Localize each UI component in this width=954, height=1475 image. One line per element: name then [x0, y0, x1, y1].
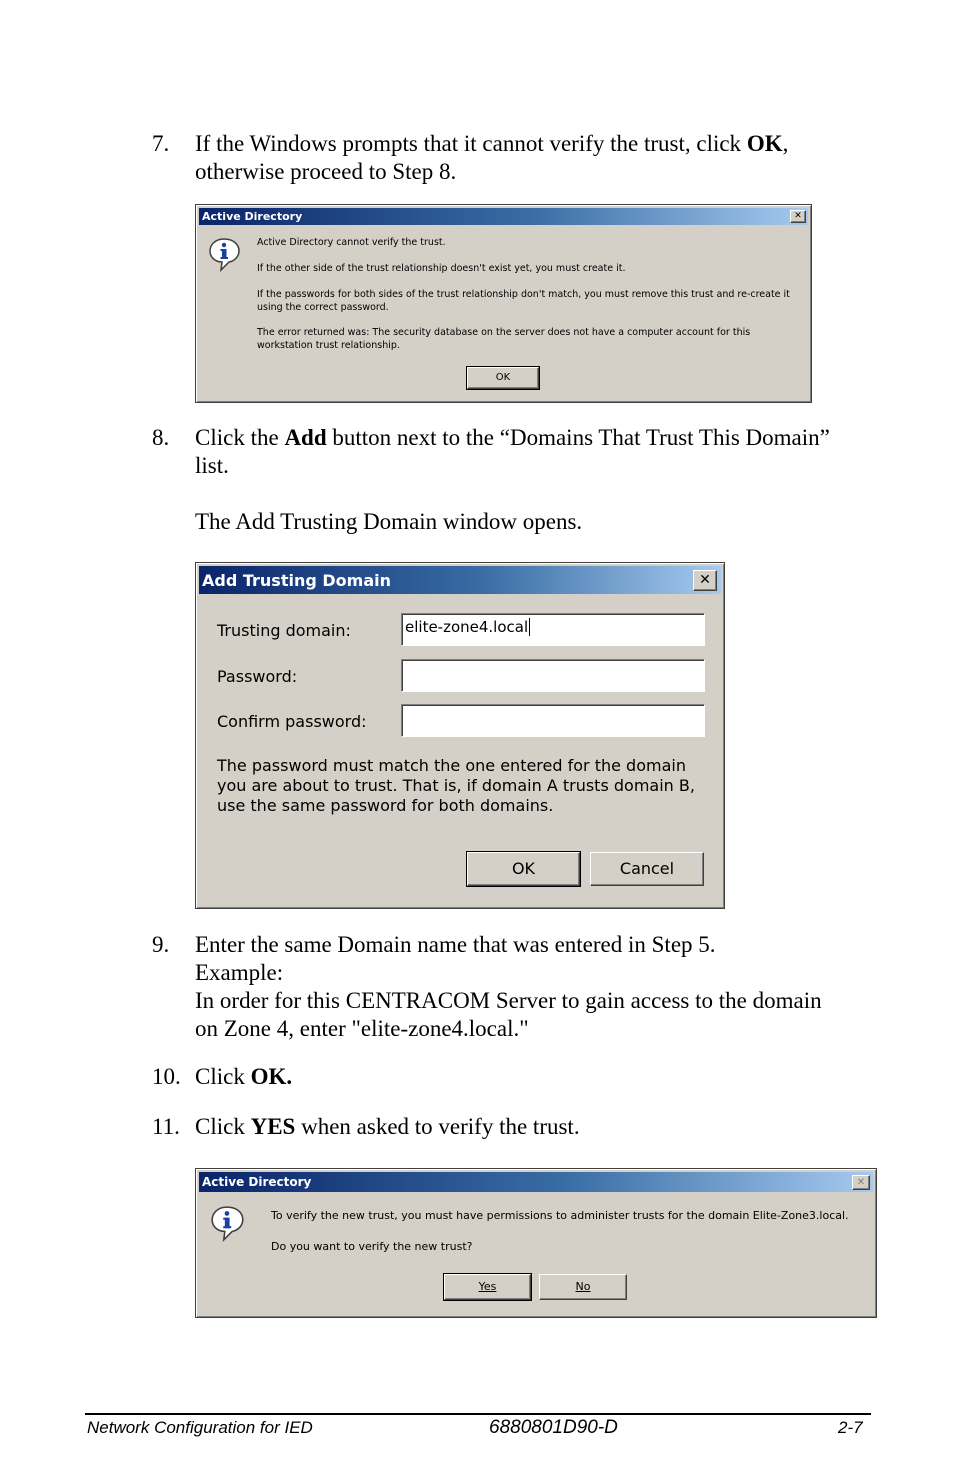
step-number: 10. — [152, 1064, 181, 1089]
step-8 — [152, 424, 892, 539]
confirm-password-label: Confirm password: — [217, 712, 367, 731]
ok-button[interactable]: OK — [467, 852, 580, 886]
active-directory-error-dialog — [195, 204, 812, 403]
dialog-titlebar — [199, 566, 721, 594]
step-bold: OK. — [250, 1064, 293, 1089]
dialog-title: Active Directory — [202, 1175, 312, 1189]
step-9 — [152, 931, 892, 1046]
step-7 — [152, 130, 892, 190]
step-text-line: list. — [195, 453, 229, 478]
footer-page-number: 2-7 — [838, 1418, 863, 1437]
step-number: 11. — [152, 1114, 180, 1139]
ok-button[interactable]: OK — [467, 367, 539, 389]
dialog-message: Do you want to verify the new trust? — [271, 1240, 473, 1253]
no-button[interactable]: No — [539, 1274, 627, 1300]
footer-doc-number: 6880801D90-D — [489, 1417, 618, 1438]
password-note: The password must match the one entered for the domain you are about to trust. That is, if domain A trusts domain B, use the same password for both domains. — [217, 756, 695, 815]
step-text-line: In order for this CENTRACOM Server to gain access to the domain — [195, 988, 822, 1013]
add-trusting-domain-dialog — [195, 562, 725, 909]
step-bold: Add — [284, 425, 327, 450]
trusting-domain-value: elite-zone4.local — [405, 618, 529, 636]
step-text-line: otherwise proceed to Step 8. — [195, 159, 457, 184]
dialog-message: If the other side of the trust relationship doesn't exist yet, you must create it. — [257, 263, 626, 274]
step-text-part: button next to the “Domains That Trust This Domain” — [326, 425, 830, 450]
dialog-title: Active Directory — [202, 210, 303, 223]
dialog-message: If the passwords for both sides of the trust relationship don't match, you must remove this trust and re-create it using the correct password. — [257, 289, 790, 313]
dialog-message: To verify the new trust, you must have permissions to administer trusts for the domain Elite-Zone3.local. — [271, 1209, 849, 1222]
footer-left: Network Configuration for IED — [87, 1418, 313, 1437]
step-bold: YES — [250, 1114, 296, 1139]
dialog-titlebar — [199, 1172, 873, 1192]
confirm-password-input[interactable] — [401, 704, 705, 737]
password-input[interactable] — [401, 659, 705, 692]
step-text-line: Enter the same Domain name that was entered in Step 5. — [195, 932, 716, 957]
trusting-domain-input[interactable] — [401, 613, 705, 646]
text-cursor — [529, 618, 530, 636]
step-text — [195, 130, 875, 186]
close-button[interactable]: ✕ — [790, 210, 806, 223]
trusting-domain-label: Trusting domain: — [217, 621, 351, 640]
dialog-title: Add Trusting Domain — [202, 571, 391, 590]
step-number: 9. — [152, 932, 170, 957]
step-text-line: The Add Trusting Domain window opens. — [195, 509, 583, 534]
step-text-part: Click — [195, 1064, 251, 1089]
step-bold: OK — [746, 131, 783, 156]
step-text — [195, 1113, 875, 1141]
step-number: 8. — [152, 425, 170, 450]
close-button[interactable]: ✕ — [693, 570, 717, 591]
step-number: 7. — [152, 131, 170, 156]
dialog-message: The error returned was: The security database on the server does not have a computer account for this workstation trust relationship. — [257, 327, 751, 351]
step-text-line: Example: — [195, 960, 284, 985]
footer-rule — [85, 1413, 871, 1415]
cancel-button[interactable]: Cancel — [590, 852, 704, 886]
step-text — [195, 1063, 875, 1091]
info-icon — [208, 237, 242, 273]
active-directory-verify-dialog — [195, 1168, 877, 1318]
step-text — [195, 931, 875, 1043]
password-label: Password: — [217, 667, 298, 686]
yes-button[interactable]: Yes — [444, 1274, 531, 1300]
step-11 — [152, 1113, 892, 1143]
step-text-part: Click — [195, 1114, 251, 1139]
dialog-titlebar — [199, 208, 808, 225]
step-text-part: Click the — [195, 425, 285, 450]
dialog-message: Active Directory cannot verify the trust. — [257, 237, 446, 248]
step-text-part: If the Windows prompts that it cannot verify the trust, click — [195, 131, 747, 156]
info-icon — [210, 1205, 246, 1243]
step-10 — [152, 1063, 892, 1093]
step-text-part: , — [782, 131, 789, 156]
step-text — [195, 424, 875, 536]
step-text-line: on Zone 4, enter "elite-zone4.local." — [195, 1016, 529, 1041]
step-text-part: when asked to verify the trust. — [295, 1114, 580, 1139]
close-button[interactable]: ✕ — [852, 1175, 870, 1190]
